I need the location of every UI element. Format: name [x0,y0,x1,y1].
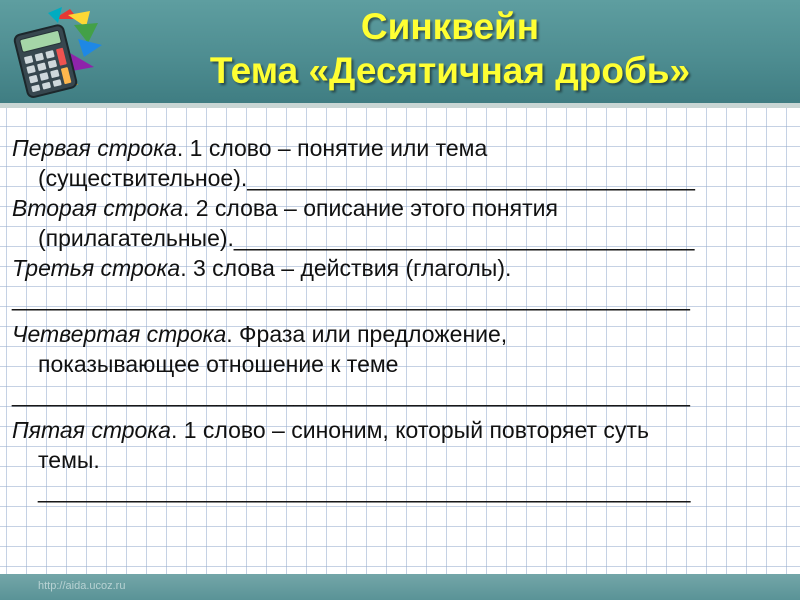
line-4-continuation: показывающее отношение к теме [38,351,399,377]
line-2 [12,193,792,223]
header-divider [0,103,800,108]
line-1 [12,133,792,163]
line-2-continuation: (прилагательные).____________________________________ [38,225,695,251]
footer-bar [0,574,800,600]
line-5 [12,415,792,445]
line-1-label: Первая строка [12,135,177,161]
line-3-label: Третья строка [12,255,181,281]
calculator-icon [8,5,104,101]
line-5-blank: ___________________________________________________ [38,477,691,503]
line-3-text: . 3 слова – действия (глаголы). [180,255,512,281]
line-4-label: Четвертая строка [12,321,227,347]
line-1-continuation: (существительное).___________________________________ [38,165,695,191]
line-5-label: Пятая строка [12,417,171,443]
line-5-continuation: темы. [38,447,100,473]
line-3 [12,253,792,283]
slide-title: Синквейн [360,6,540,47]
line-4-blank: _____________________________________________________ [12,381,690,407]
line-2-label: Вторая строка [12,195,183,221]
content-list [12,133,792,505]
line-5-text: . 1 слово – синоним, который повторяет суть [170,417,649,443]
slide-subtitle: Тема «Десятичная дробь» [209,50,691,91]
line-4-text: . Фраза или предложение, [226,321,508,347]
line-1-text: . 1 слово – понятие или тема [176,135,488,161]
line-3-blank: _____________________________________________________ [12,285,690,311]
line-4 [12,319,792,349]
line-2-text: . 2 слова – описание этого понятия [182,195,558,221]
footer-url: http://aida.ucoz.ru [38,580,126,592]
